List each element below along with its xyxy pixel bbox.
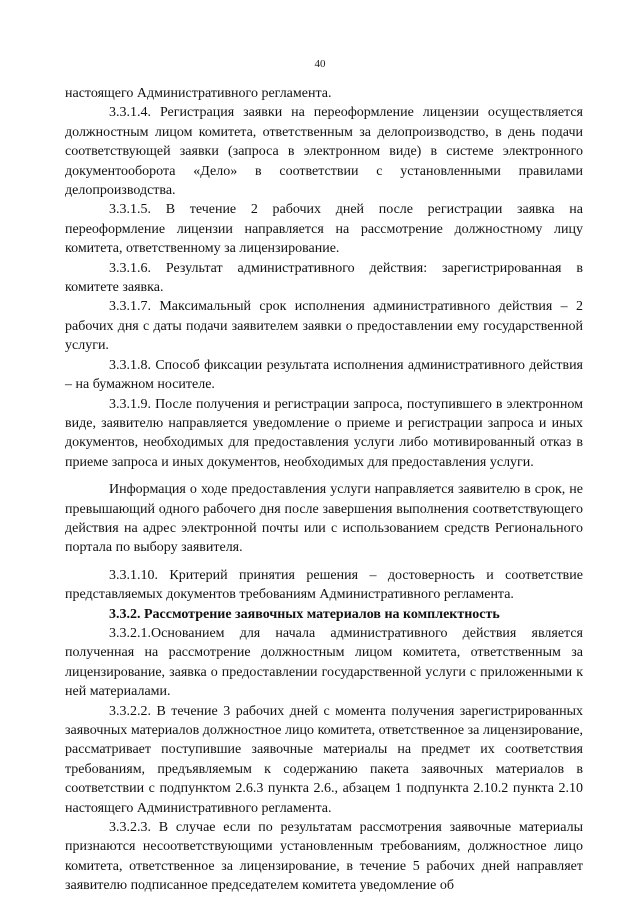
paragraph-3-3-1-4: 3.3.1.4. Регистрация заявки на переоформление лицензии осуществляется должностным лицом комитета, ответственным за делопроизводство, в день подачи соответствующей заявки (запроса в электронном виде) в системе электронного документооборота «Дело» в соответствии с установленными правилами делопроизводства. (65, 105, 583, 199)
section-heading-3-3-2: 3.3.2. Рассмотрение заявочных материалов на комплектность (109, 606, 500, 622)
paragraph-progress-information: Информация о ходе предоставления услуги направляется заявителю в срок, не превышающий одного рабочего дня после завершения выполнения соответствующего действия на адрес электронной почты или с использованием средств Регионального портала по выбору заявителя. (65, 482, 583, 556)
paragraph-3-3-1-6: 3.3.1.6. Результат административного действия: зарегистрированная в комитете заявка. (65, 260, 583, 296)
paragraph-3-3-2-2: 3.3.2.2. В течение 3 рабочих дней с момента получения зарегистрированных заявочных материалов должностное лицо комитета, ответственное за лицензирование, рассматривает поступившие заявочные материалы на предмет их соответствия требованиям, предъявляемым к содержанию пакета заявочных материалов в соответствии с подпунктом 2.6.3 пункта 2.6., абзацем 1 подпункта 2.10.2 пункта 2.10 настоящего Административного регламента. (65, 703, 583, 816)
paragraph-3-3-2-1: 3.3.2.1.Основанием для начала административного действия является полученная на рассмотрение должностным лицом комитета, ответственным за лицензирование, заявка о предоставлении государственной услуги с приложенными к ней материалами. (65, 625, 583, 700)
page-number: 40 (314, 58, 326, 70)
document-body (65, 84, 583, 896)
paragraph-3-3-1-7: 3.3.1.7. Максимальный срок исполнения административного действия – 2 рабочих дня с даты подачи заявителем заявки о предоставлении ему государственной услуги. (65, 299, 583, 354)
paragraph-3-3-1-9: 3.3.1.9. После получения и регистрации запроса, поступившего в электронном виде, заявителю направляется уведомление о приеме и регистрации запроса и иных документов, необходимых для предоставления услуги либо мотивированный отказ в приеме запроса и иных документов, необходимых для предоставления услуги. (65, 396, 583, 470)
paragraph-3-3-2-3: 3.3.2.3. В случае если по результатам рассмотрения заявочные материалы признаются несоответствующими установленным требованиям, должностное лицо комитета, ответственное за лицензирование, в течение 5 рабочих дней направляет заявителю подписанное председателем комитета уведомление об (65, 820, 583, 894)
paragraph-3-3-1-8: 3.3.1.8. Способ фиксации результата исполнения административного действия – на бумажном носителе. (65, 357, 583, 393)
paragraph-3-3-1-5: 3.3.1.5. В течение 2 рабочих дней после регистрации заявка на переоформление лицензии направляется на рассмотрение должностному лицу комитета, ответственному за лицензирование. (65, 202, 583, 257)
paragraph-continuation: настоящего Административного регламента. (65, 86, 332, 101)
paragraph-3-3-1-10: 3.3.1.10. Критерий принятия решения – достоверность и соответствие представляемых документов требованиям Административного регламента. (65, 567, 583, 603)
